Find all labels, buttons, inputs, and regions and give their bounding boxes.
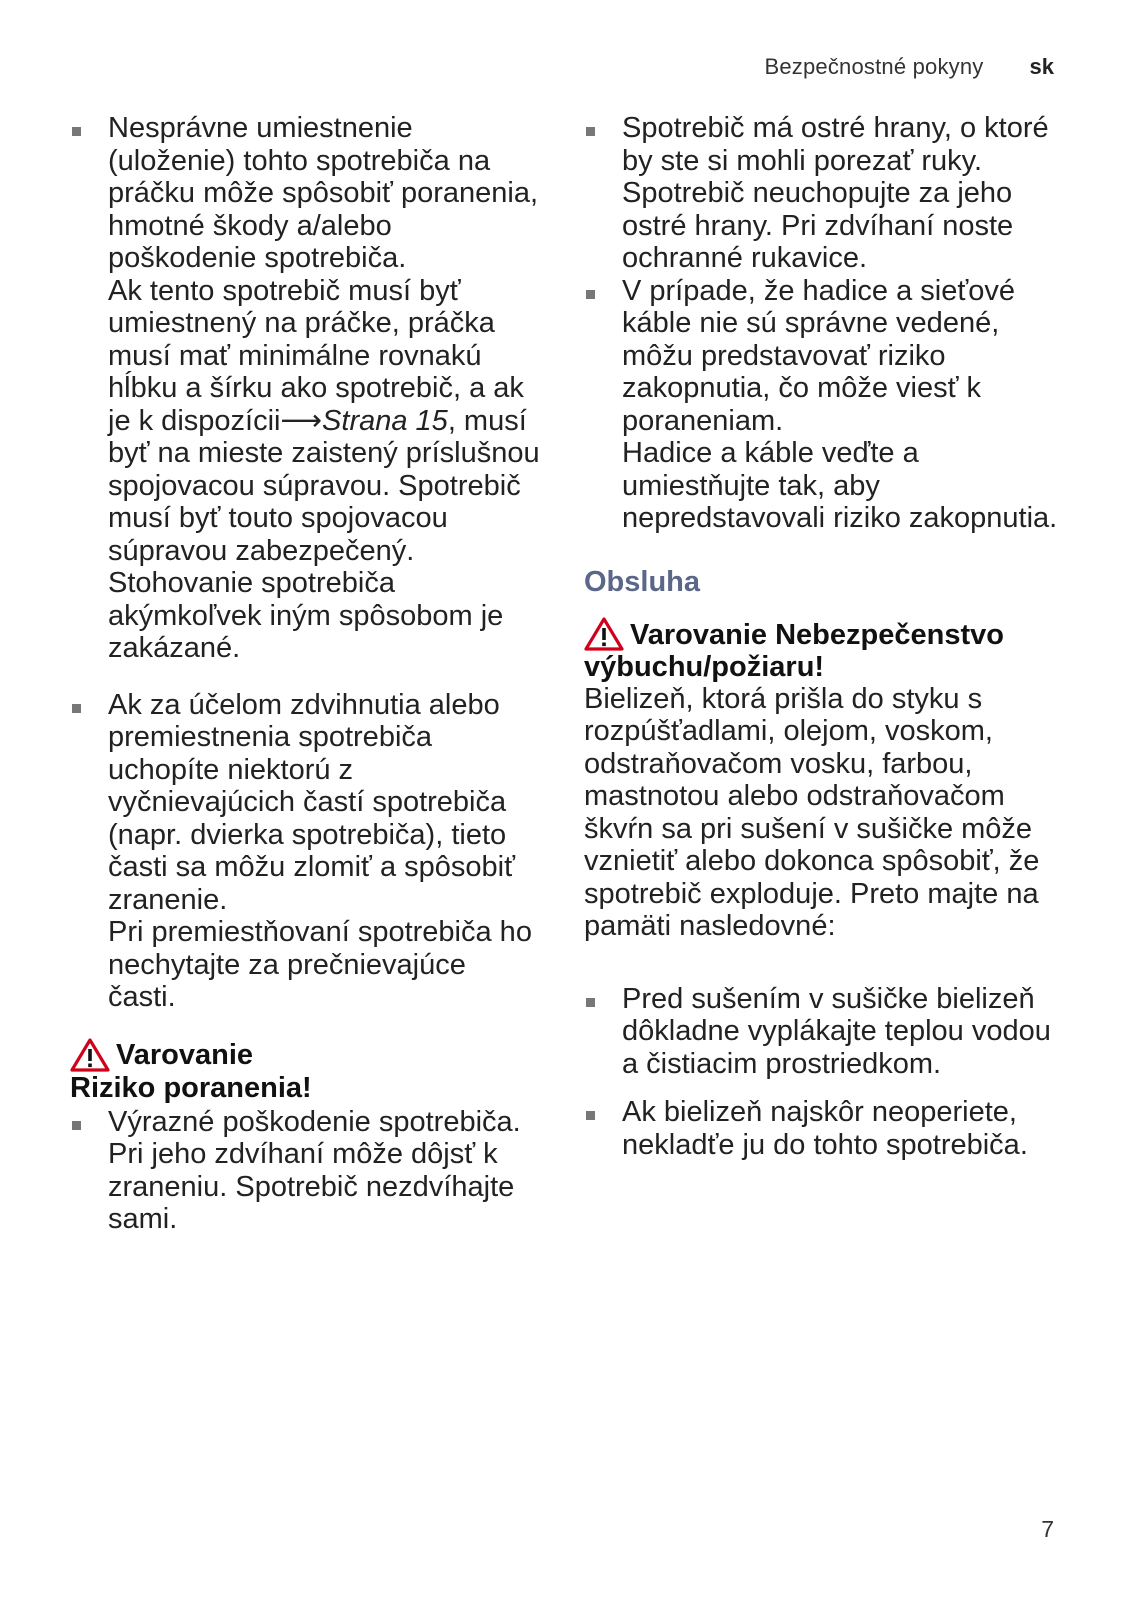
bullet-square-icon	[72, 127, 81, 136]
warning-label: Varovanie	[116, 1038, 254, 1071]
warning-heading	[584, 619, 1064, 683]
text-run: Ak tento spotrebič musí byť umiestnený na práčke, práčka musí mať minimálne rovnakú hĺbku a šírku ako spotrebič, a ak je k dispozícii	[108, 274, 524, 437]
paragraph: Pred sušením v sušičke bielizeň dôkladne vyplákajte teplou vodou a čistiacim prostriedkom.	[622, 982, 1051, 1080]
paragraph: Ak bielizeň najskôr neoperiete, nekladťe ju do tohto spotrebiča.	[622, 1096, 1028, 1161]
warning-subtitle: Riziko poranenia!	[70, 1071, 312, 1104]
paragraph: V prípade, že hadice a sieťové káble nie sú správne vedené, môžu predstavovať riziko zakopnutia, čo môže viesť k poraneniam.	[622, 274, 1015, 437]
paragraph: Spotrebič neuchopujte za jeho ostré hrany. Pri zdvíhaní noste ochranné rukavice.	[622, 177, 1014, 274]
paragraph: Nesprávne umiestnenie (uloženie) tohto spotrebiča na práčku môže spôsobiť poranenia, hmotné škody a/alebo poškodenie spotrebiča.	[108, 112, 539, 274]
list-item	[584, 275, 1064, 535]
page-reference-link[interactable]: Strana 15	[322, 404, 448, 437]
warning-triangle-icon	[70, 1038, 110, 1072]
warning-block	[70, 1038, 540, 1236]
bullet-square-icon	[586, 1111, 595, 1120]
warning-heading	[70, 1038, 540, 1072]
paragraph: Hadice a káble veďte a umiestňujte tak, aby nepredstavovali riziko zakopnutia.	[622, 437, 1058, 534]
list-item	[70, 689, 540, 1014]
header-title: Bezpečnostné pokyny	[764, 54, 984, 79]
paragraph	[108, 275, 540, 665]
left-column	[70, 112, 540, 1236]
bullet-square-icon	[72, 704, 81, 713]
list-item	[70, 1106, 540, 1236]
page-number: 7	[1041, 1516, 1054, 1542]
language-code: sk	[1029, 54, 1054, 79]
list-item	[584, 112, 1064, 275]
right-column	[584, 112, 1064, 1161]
paragraph: Výrazné poškodenie spotrebiča. Pri jeho zdvíhaní môže dôjsť k zraneniu. Spotrebič nezdvíhajte sami.	[108, 1105, 521, 1235]
bullet-square-icon	[586, 998, 595, 1007]
bullet-square-icon	[586, 290, 595, 299]
page-header	[764, 54, 1054, 80]
warning-label: Varovanie Nebezpečenstvo výbuchu/požiaru!	[584, 618, 1004, 683]
paragraph: Bielizeň, ktorá prišla do styku s rozpúšťadlami, olejom, voskom, odstraňovačom vosku, farbou, mastnotou alebo odstraňovačom škvŕn sa pri sušení v sušičke môže vznietiť alebo dokonca spôsobiť, že spotrebič exploduje. Preto majte na pamäti nasledovné:	[584, 682, 1040, 942]
list-item	[584, 1096, 1064, 1161]
paragraph: Pri premiestňovaní spotrebiča ho nechytajte za prečnievajúce časti.	[108, 916, 532, 1013]
warning-block	[584, 619, 1064, 943]
arrow-icon: ⟶	[280, 404, 323, 437]
bullet-square-icon	[586, 127, 595, 136]
list-item	[70, 112, 540, 665]
bullet-square-icon	[72, 1121, 81, 1130]
section-title: Obsluha	[584, 565, 701, 598]
paragraph: Spotrebič má ostré hrany, o ktoré by ste si mohli porezať ruky.	[622, 112, 1049, 177]
paragraph: Ak za účelom zdvihnutia alebo premiestnenia spotrebiča uchopíte niektorú z vyčnievajúcich častí spotrebiča (napr. dvierka spotrebiča), tieto časti sa môžu zlomiť a spôsobiť zranenie.	[108, 688, 515, 916]
text-run: , musí byť na mieste zaistený príslušnou spojovacou súpravou. Spotrebič musí byť touto spojovacou súpravou zabezpečený. Stohovanie spotrebiča akýmkoľvek iným spôsobom je zakázané.	[108, 404, 540, 664]
list-item	[584, 983, 1064, 1081]
